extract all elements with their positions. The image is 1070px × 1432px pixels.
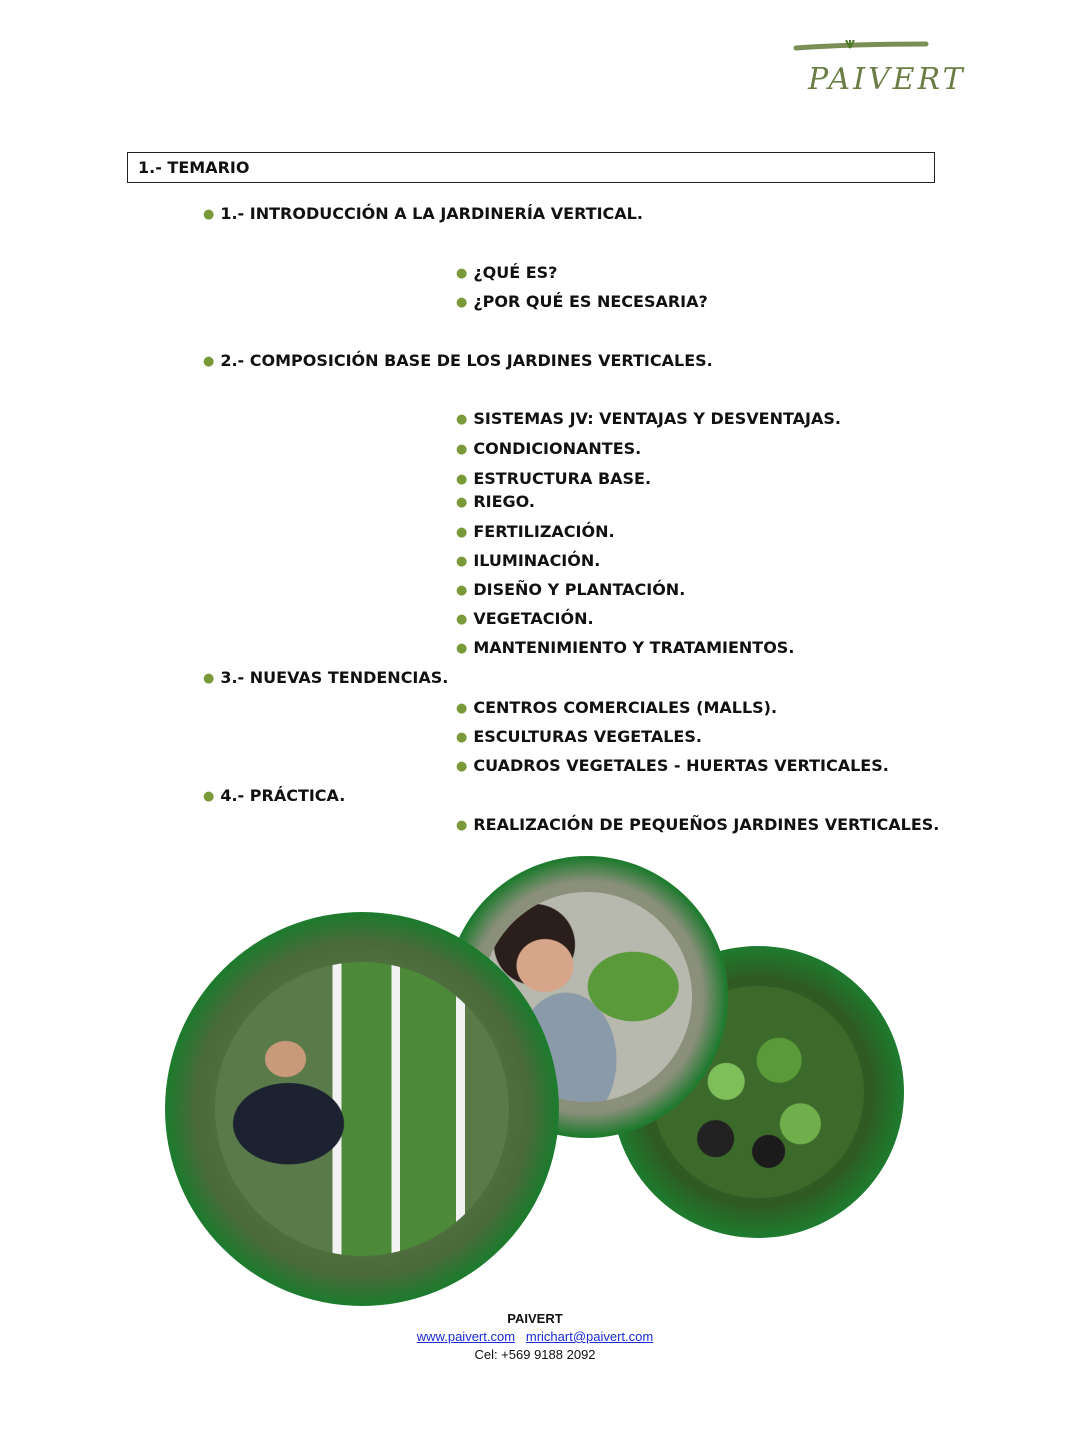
bullet-icon: ● xyxy=(456,583,468,598)
email-link[interactable]: mrichart@paivert.com xyxy=(525,1329,654,1344)
bullet-icon: ● xyxy=(456,818,468,833)
outline-item-2: ● 2.- COMPOSICIÓN BASE DE LOS JARDINES VERTICALES. xyxy=(203,351,713,370)
footer-phone: Cel: +569 9188 2092 xyxy=(474,1347,596,1362)
footer-links xyxy=(0,1329,1070,1344)
bullet-icon: ● xyxy=(456,412,468,427)
bullet-icon: ● xyxy=(456,266,468,281)
bullet-icon: ● xyxy=(456,554,468,569)
bullet-icon: ● xyxy=(203,671,215,686)
website-link[interactable]: www.paivert.com xyxy=(416,1329,516,1344)
bullet-icon: ● xyxy=(456,612,468,627)
paivert-logo xyxy=(792,40,966,112)
outline-subitem: ● CUADROS VEGETALES - HUERTAS VERTICALES. xyxy=(456,756,889,775)
outline-subitem: ● ESTRUCTURA BASE. xyxy=(456,469,652,488)
bullet-icon: ● xyxy=(456,525,468,540)
bullet-icon: ● xyxy=(203,207,215,222)
outline-item-3: ● 3.- NUEVAS TENDENCIAS. xyxy=(203,668,449,687)
outline-subitem: ● DISEÑO Y PLANTACIÓN. xyxy=(456,580,686,599)
outline-item-1: ● 1.- INTRODUCCIÓN A LA JARDINERÍA VERTICAL. xyxy=(203,204,643,223)
logo-text: PAIVERT xyxy=(808,62,966,97)
photo-man-with-vertical-garden xyxy=(165,912,559,1306)
outline-subitem: ● ¿POR QUÉ ES NECESARIA? xyxy=(456,292,708,311)
section-title: 1.- TEMARIO xyxy=(127,152,935,183)
outline-subitem: ● CONDICIONANTES. xyxy=(456,439,642,458)
bullet-icon: ● xyxy=(456,701,468,716)
bullet-icon: ● xyxy=(456,641,468,656)
outline-subitem: ● ILUMINACIÓN. xyxy=(456,551,601,570)
bullet-icon: ● xyxy=(456,759,468,774)
outline-subitem: ● FERTILIZACIÓN. xyxy=(456,522,615,541)
outline-subitem: ● MANTENIMIENTO Y TRATAMIENTOS. xyxy=(456,638,795,657)
bullet-icon: ● xyxy=(456,295,468,310)
outline-subitem: ● REALIZACIÓN DE PEQUEÑOS JARDINES VERTICALES. xyxy=(456,815,940,834)
bullet-icon: ● xyxy=(203,789,215,804)
outline-subitem: ● ESCULTURAS VEGETALES. xyxy=(456,727,702,746)
outline-item-4: ● 4.- PRÁCTICA. xyxy=(203,786,346,805)
bullet-icon: ● xyxy=(456,730,468,745)
bullet-icon: ● xyxy=(456,442,468,457)
outline-subitem: ● ¿QUÉ ES? xyxy=(456,263,558,282)
bullet-icon: ● xyxy=(456,472,468,487)
outline-subitem: ● SISTEMAS JV: VENTAJAS Y DESVENTAJAS. xyxy=(456,409,841,428)
outline-subitem: ● CENTROS COMERCIALES (MALLS). xyxy=(456,698,778,717)
bullet-icon: ● xyxy=(456,495,468,510)
outline-subitem: ● RIEGO. xyxy=(456,492,536,511)
bullet-icon: ● xyxy=(203,354,215,369)
footer-company: PAIVERT xyxy=(507,1311,563,1326)
outline-subitem: ● VEGETACIÓN. xyxy=(456,609,594,628)
